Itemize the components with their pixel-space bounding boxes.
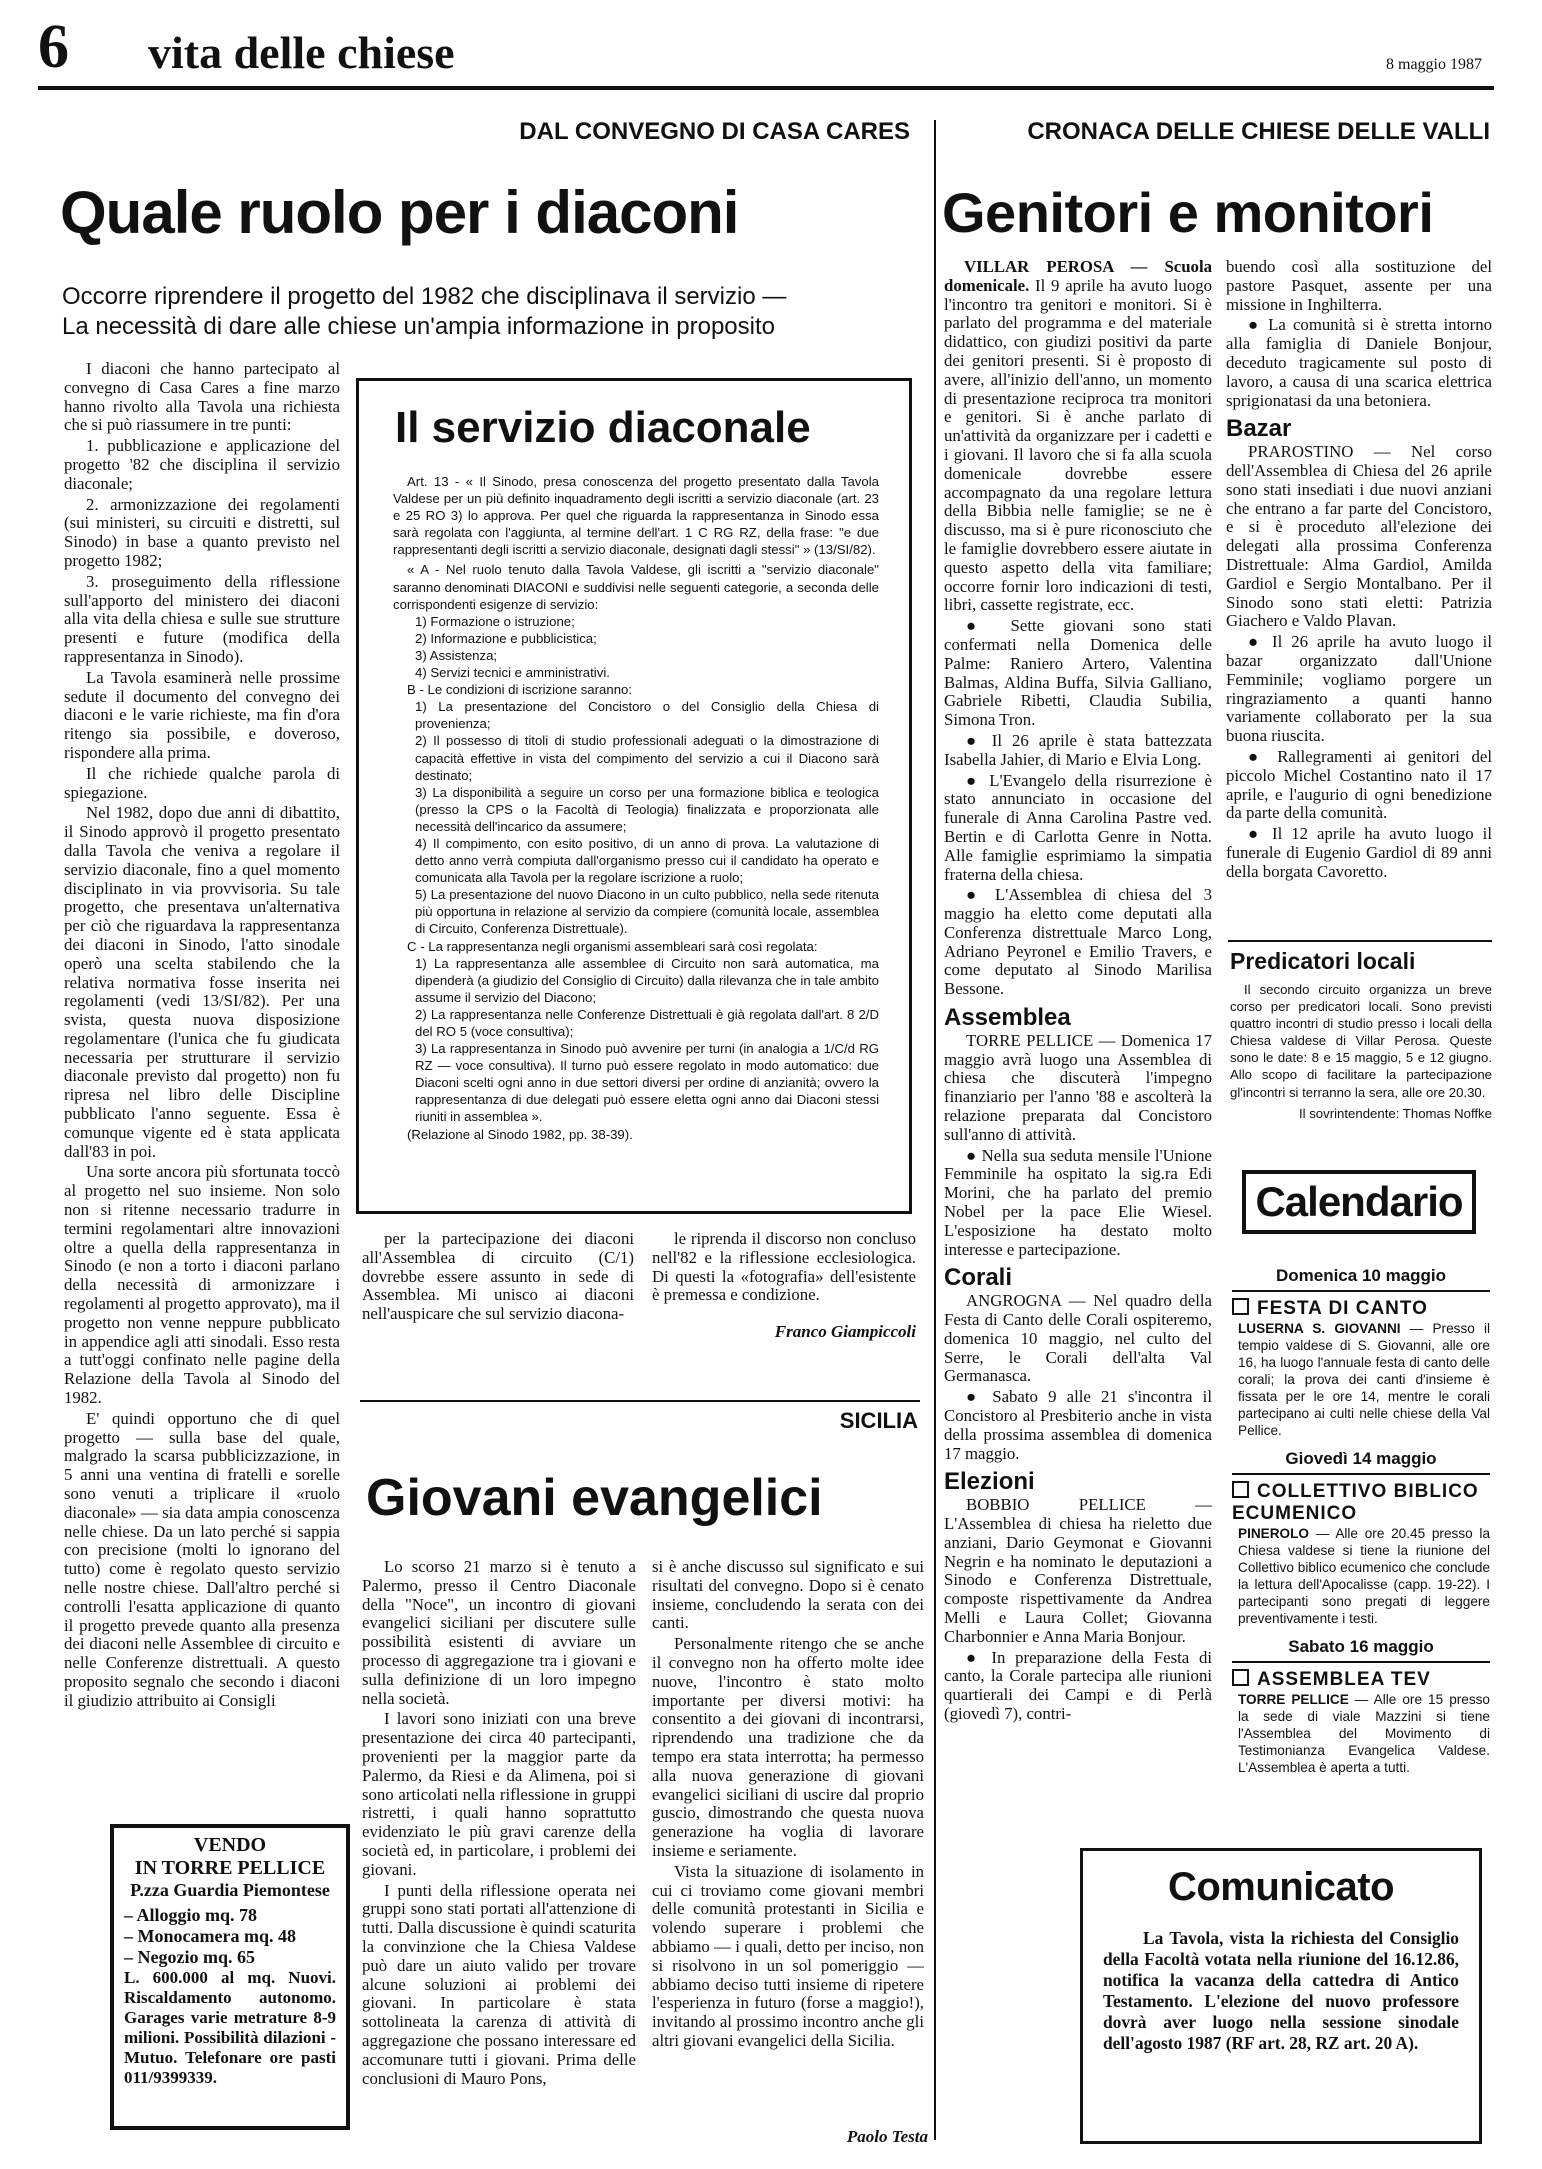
paragraph: si è anche discusso sul significato e sui risultati del convegno. Dopo si è cenato insieme, concludendo la serata con dei canti. bbox=[652, 1558, 924, 1633]
news-item: ● In preparazione della Festa di canto, la Corale partecipa alle riunioni quartierali dei Campi e di Perlà (giovedì 7), contri- bbox=[944, 1647, 1212, 1723]
news-lead: VILLAR PEROSA — Scuola domenicale. bbox=[944, 258, 1212, 295]
news-item bbox=[944, 886, 1212, 999]
paragraph: Lo scorso 21 marzo si è tenuto a Palermo, presso il Centro Diaconale della "Noce", un incontro di giovani evangelici siciliani per discutere sulle possibilità esistenti di avviare un processo di aggregazione tra i giovani e sulla definizione di un loro impegno nella società. bbox=[362, 1558, 636, 1708]
predicatori-section bbox=[1230, 948, 1492, 1122]
paragraph: I diaconi che hanno partecipato al convegno di Casa Cares a fine marzo hanno rivolto alla Tavola una richiesta che si può riassumere in tre punti: bbox=[64, 360, 340, 435]
box-paragraph: 3) La rappresentanza in Sinodo può avvenire per turni (in analogia a 1/C/d RG RZ — voce consultiva). Il turno può essere regolato in modo automatico: due Diaconi scelti ogni anno in due settori diversi per ordine di anzianità; ovvero la rappresentanza di due delegati può essere eletta ogni anno dai Diaconi stessi riuniti in assemblea ». bbox=[415, 1041, 879, 1125]
left-signature: Franco Giampiccoli bbox=[774, 1322, 916, 1341]
calendario-title: Calendario bbox=[1255, 1178, 1463, 1225]
news-bullet: ● bbox=[966, 730, 982, 750]
giovani-column-1 bbox=[362, 1558, 636, 2148]
calendar-rule bbox=[1232, 1473, 1490, 1475]
news-item bbox=[944, 772, 1212, 885]
box-paragraph: 3) La disponibilità a seguire un corso per una formazione biblica e teologica (presso la CPS o la Facoltà di Teologia) finalizzata e proporzionata alle necessità dell'incarico da assumere; bbox=[415, 784, 879, 834]
calendar-text: — Alle ore 20.45 presso la Chiesa valdese si tiene la riunione del Collettivo biblico ecumenico che conclude la lettura dell'Apocalisse (capp. 19-22). I partecipanti sono pregati di leggere preventivamente i testi. bbox=[1238, 1526, 1490, 1626]
news-text: L'Evangelo della risurrezione è stato annunciato in occasione del funerale di Anna Carolina Pastre ved. Bertin e di Carlotta Genre in Notta. Alle famiglie esprimiamo la simpatia fraterna della chiesa. bbox=[944, 770, 1212, 884]
calendar-rule bbox=[1232, 1661, 1490, 1663]
left-kicker: DAL CONVEGNO DI CASA CARES bbox=[519, 118, 910, 145]
box-paragraph: C - La rappresentanza negli organismi assembleari sarà così regolata: bbox=[407, 938, 818, 954]
ad-title: VENDO bbox=[193, 1834, 267, 1856]
servizio-diaconale-box bbox=[356, 378, 912, 1214]
box-paragraph: (Relazione al Sinodo 1982, pp. 38-39). bbox=[407, 1126, 633, 1142]
box-paragraph: 1) La presentazione del Concistoro o del Consiglio della Chiesa di provenienza; bbox=[415, 699, 879, 732]
box-paragraph: B - Le condizioni di iscrizione saranno: bbox=[407, 682, 633, 698]
giovani-signature: Paolo Testa bbox=[846, 2127, 928, 2146]
predicatori-rule bbox=[1228, 940, 1492, 942]
section-title: vita delle chiese bbox=[148, 27, 455, 78]
news-item: ● Rallegramenti ai genitori del piccolo Michel Costantino nato il 17 aprile, e l'augurio di ogni benedizione da parte della comunità. bbox=[1226, 746, 1492, 823]
comunicato-box bbox=[1080, 1848, 1482, 2144]
vendo-ad bbox=[110, 1824, 350, 2130]
calendar-event-title: COLLETTIVO BIBLICO ECUMENICO bbox=[1232, 1481, 1479, 1524]
box-paragraph: 2) La rappresentanza nelle Conferenze Distrettuali è già regolata dall'art. 8 2/D del RO 5 (voce consultiva); bbox=[415, 1006, 879, 1039]
calendar-rule bbox=[1232, 1290, 1490, 1292]
box-paragraph: Art. 13 - « Il Sinodo, presa conoscenza del progetto presentato dalla Tavola Valdese per un più definito inquadramento degli iscritti a servizio diaconale (art. 23 e 25 RO 3) lo approva. Per quel che riguarda la rappresentanza in Sinodo essa sarà regolata con l'aggiunta, al termine dell'art. 1 C RG RZ, della frase: "e due rappresentanti degli iscritti a servizio diaconale, designati dagli stessi" » (13/SI/82). bbox=[393, 474, 879, 558]
paragraph: Nel 1982, dopo due anni di dibattito, il Sinodo approvò il progetto presentato dalla Tavola che veniva a regolare il servizio diaconale, fino a quel momento disciplinato in via provvisoria. Su tale progetto, che presentava un'alternativa per ciò che riguardava la rappresentanza dei diaconi in Sinodo, l'atto sinodale operò una scelta stabilendo che la relativa normativa fosse inserita nei regolamenti (vedi 13/SI/82). Per una svista, questa nuova disposizione regolamentare (l'unica che fu giudicata necessaria per strutturare il servizio diaconale previsto dal progetto) non fu ripresa nel libro delle Discipline pubblicato l'anno seguente. Essa è comunque vigente ed è stata applicata dall'83 in poi. bbox=[64, 803, 340, 1161]
paragraph: Una sorte ancora più sfortunata toccò al progetto nel suo insieme. Non solo non si ritenne necessario tradurre in termini regolamentari altre innovazioni oltre a quella della rappresentanza in Sinodo (e non a torto i diaconi parlano della necessità di armonizzare i regolamenti al progetto approvato), ma il progetto non venne neppure pubblicato in appendice agli atti sinodali. Esso resta a tutt'oggi confinato nelle pagine della Relazione della Tavola al Sinodo del 1982. bbox=[64, 1162, 340, 1408]
paragraph: E' quindi opportuno che di quel progetto — sulla base del quale, malgrado la scarsa pubblicizzazione, in 5 anni una ventina di fratelli e sorelle sono venuti a triplicare il «ruolo diaconale» — sia data ampia conoscenza nelle chiese. Da un lato perché si sappia con precisione (molti lo ignorano del tutto) come è regolato questo servizio nelle nostre chiese. Dall'altro perché si controlli l'esatta applicazione di quanto il progetto prevede quanto alla presenza dei diaconi nelle Assemblee di circuito e nelle Conferenze distrettuali. A questo proposito segnalo che secondo i diaconi il giudizio attribuito ai Consigli bbox=[64, 1408, 340, 1710]
news-text: L'Assemblea di chiesa del 3 maggio ha eletto come deputati alla Conferenza distrettuale Marco Long, Adriano Peyronel e Emilio Travers, e come deputato al Sinodo Marilisa Bessone. bbox=[944, 885, 1212, 999]
masthead bbox=[38, 13, 1488, 88]
box-paragraph: 2) Informazione e pubblicistica; bbox=[415, 630, 597, 646]
left-column-3-end: le riprenda il discorso non concluso nell'82 e la riflessione ecclesiologica. Di questi la «fotografia» dell'esistente è premessa e condizione. bbox=[652, 1229, 916, 1305]
calendar-event-title: FESTA DI CANTO bbox=[1257, 1298, 1428, 1319]
assemblea-heading: Assemblea bbox=[944, 1004, 1071, 1032]
box-paragraph: 4) Il compimento, con esito positivo, di un anno di prova. La valutazione di detto anno verrà compiuta dall'organismo presso cui il candidato ha operato e comunicata alla Tavola per la regolare iscrizione a ruolo; bbox=[415, 835, 879, 886]
predicatori-signature: Il sovrintendente: Thomas Noffke bbox=[1298, 1105, 1492, 1121]
paragraph: 2. armonizzazione dei regolamenti (sui ministeri, su circuiti e distretti, sul Sinodo) in base a quanto previsto nel progetto 1982; bbox=[64, 494, 340, 570]
calendar-event-text bbox=[1232, 1691, 1490, 1776]
box-paragraph: « A - Nel ruolo tenuto dalla Tavola Valdese, gli iscritti a "servizio diaconale" saranno denominati DIACONI e suddivisi nelle seguenti categorie, a seconda delle corrispondenti esigenze di servizio: bbox=[393, 562, 879, 612]
news-text: Sette giovani sono stati confermati nella Domenica delle Palme: Raniero Artero, Valentina Balmas, Aldina Buffa, Silvia Galliano, Gabriele Ribetti, Claudia Subilia, Simona Tron. bbox=[944, 616, 1212, 730]
ad-details: L. 600.000 al mq. Nuovi. Riscaldamento autonomo. Garages varie metrature 8-9 milioni. Possibilità dilazioni - Mutuo. Telefonare ore pasti 011/9399339. bbox=[124, 1968, 336, 2087]
news-item: ● Nella sua seduta mensile l'Unione Femminile ha ospitato la sig.ra Edi Morini, che ha parlato del premio Nobel per la pace Elie Wiesel. L'esposizione ha destato molto interesse e partecipazione. bbox=[944, 1145, 1212, 1259]
elezioni-heading: Elezioni bbox=[944, 1468, 1035, 1496]
news-bullet: ● bbox=[966, 616, 992, 636]
paragraph: I lavori sono iniziati con una breve presentazione dei circa 40 partecipanti, provenienti per la maggior parte da Palermo, da Riesi e da Alimena, poi si sono articolati nella riflessione in gruppi ristretti, i quali hanno soprattutto evidenziato le più gravi carenze della società ed, in particolare, i problemi dei giovani. bbox=[362, 1709, 636, 1879]
box-paragraph: 1) La rappresentanza alle assemblee di Circuito non sarà automatica, ma dipenderà (a giudizio del Consiglio di Circuito) dalla rilevanza che in tale ambito assume il servizio del Diacono; bbox=[415, 955, 879, 1005]
comunicato-title: Comunicato bbox=[1167, 1865, 1395, 1909]
right-headline: Genitori e monitori bbox=[942, 181, 1434, 244]
news-item: TORRE PELLICE — Domenica 17 maggio avrà luogo una Assemblea di chiesa che discuterà l'impegno finanziario per l'anno '88 e ascolterà la relazione preparata dal Concistoro sull'anno di attività. bbox=[944, 1030, 1212, 1144]
bazar-heading: Bazar bbox=[1226, 415, 1292, 443]
news-item: BOBBIO PELLICE — L'Assemblea di chiesa ha rieletto due anziani, Dario Geymonat e Giovanni Negrin e ha nominato le deputazioni a Sinodo e Conferenza Distrettuale, composte rispettivamente da Andrea Melli e Laura Collet; Giovanna Charbonnier e Anna Maria Bonjour. bbox=[944, 1495, 1212, 1646]
box-paragraph: 5) La presentazione del nuovo Diacono in un culto pubblico, nella sede ritenuta più opportuna in relazione al servizio da compiere (comunità locale, assemblea di Circuito, Conferenza Distrettuale). bbox=[415, 887, 879, 937]
ad-item: – Alloggio mq. 78 bbox=[124, 1905, 258, 1925]
box-title: Il servizio diaconale bbox=[395, 403, 811, 452]
comunicato-text: La Tavola, vista la richiesta del Consiglio della Facoltà votata nella riunione del 16.12.86, notifica la vacanza della cattedra di Antico Testamento. L'elezione del nuovo professore dovrà aver luogo nella sessione sinodale dell'agosto 1987 (RF art. 28, RZ art. 20 A). bbox=[1103, 1928, 1459, 2053]
news-item bbox=[944, 258, 1212, 615]
news-text: Il 26 aprile è stata battezzata Isabella Jahier, di Mario e Elvia Long. bbox=[944, 730, 1212, 769]
calendario-list bbox=[1232, 1266, 1490, 1776]
ad-location: IN TORRE PELLICE bbox=[134, 1857, 326, 1879]
calendar-place: TORRE PELLICE bbox=[1238, 1692, 1349, 1707]
left-headline: Quale ruolo per i diaconi bbox=[60, 179, 739, 246]
ad-street: P.zza Guardia Piemontese bbox=[130, 1880, 330, 1900]
left-column-1 bbox=[64, 360, 340, 1825]
box-text bbox=[393, 473, 879, 1193]
ad-item: – Negozio mq. 65 bbox=[124, 1947, 255, 1967]
right-kicker: CRONACA DELLE CHIESE DELLE VALLI bbox=[1027, 118, 1490, 145]
news-item: ● La comunità si è stretta intorno alla famiglia di Daniele Bonjour, deceduto tragicamente sul posto di lavoro, a causa di una scarica elettrica sprigionatasi da una betoniera. bbox=[1226, 315, 1492, 410]
calendar-event bbox=[1232, 1481, 1490, 1525]
giovani-kicker: SICILIA bbox=[839, 1408, 918, 1433]
giovani-column-2 bbox=[652, 1558, 924, 2128]
corali-heading: Corali bbox=[944, 1264, 1013, 1292]
news-item bbox=[944, 617, 1212, 730]
paragraph: Personalmente ritengo che se anche il convegno non ha offerto molte idee nuove, l'incontro è stato molto importante per diversi motivi: ha consentito a dei giovani di incontrarsi, riprendendo una tradizione che da tempo era stata interrotta; ha permesso alla nuova generazione di giovani evangelici siciliani di uscire dal proprio guscio, dimostrando che questa nuova generazione ha voglia di lavorare insieme e seriamente. bbox=[652, 1634, 924, 1860]
giovani-rule bbox=[360, 1400, 920, 1402]
box-paragraph: 3) Assistenza; bbox=[415, 647, 498, 663]
page-number: 6 bbox=[38, 13, 69, 81]
calendar-event-text bbox=[1232, 1525, 1490, 1627]
box-paragraph: 1) Formazione o istruzione; bbox=[415, 613, 575, 629]
ad-item: – Monocamera mq. 48 bbox=[124, 1926, 296, 1946]
predicatori-heading: Predicatori locali bbox=[1230, 948, 1416, 974]
issue-date: 8 maggio 1987 bbox=[1386, 56, 1482, 73]
left-subhead-1: Occorre riprendere il progetto del 1982 che disciplinava il servizio — bbox=[62, 283, 787, 310]
checkbox-icon bbox=[1232, 1298, 1249, 1315]
calendar-day: Giovedì 14 maggio bbox=[1285, 1449, 1437, 1468]
news-item: buendo così alla sostituzione del pastore Pasquet, assente per una missione in Inghilterra. bbox=[1226, 258, 1492, 314]
left-subhead-2: La necessità di dare alle chiese un'ampia informazione in proposito bbox=[62, 313, 776, 340]
news-item: ANGROGNA — Nel quadro della Festa di Canto delle Corali ospiteremo, domenica 10 maggio, nel culto del Serre, le Corali dell'alta Val Germanasca. bbox=[944, 1291, 1212, 1386]
giovani-headline: Giovani evangelici bbox=[366, 1469, 823, 1527]
box-paragraph: 2) Il possesso di titoli di studio professionali adeguati o la dimostrazione di capacità effettive in vista del compimento del servizio a cui il Diacono sarà destinato; bbox=[415, 733, 879, 783]
calendar-event-text bbox=[1232, 1320, 1490, 1439]
news-item: ● Il 12 aprile ha avuto luogo il funerale di Eugenio Gardiol di 89 anni della borgata Cavoretto. bbox=[1226, 824, 1492, 881]
column-divider bbox=[934, 120, 936, 2140]
box-paragraph: 4) Servizi tecnici e amministrativi. bbox=[415, 665, 610, 681]
masthead-rule bbox=[38, 86, 1494, 90]
calendar-day: Sabato 16 maggio bbox=[1288, 1637, 1434, 1656]
calendar-place: LUSERNA S. GIOVANNI bbox=[1238, 1321, 1401, 1336]
left-column-2-end: per la partecipazione dei diaconi all'Assemblea di circuito (C/1) dovrebbe essere assunto in sede di Assemblea. Mi unisco ai diaconi nell'auspicare che sul servizio diacona- bbox=[362, 1229, 634, 1324]
calendar-day: Domenica 10 maggio bbox=[1275, 1266, 1447, 1285]
calendario-title-box bbox=[1242, 1170, 1476, 1234]
calendar-event bbox=[1232, 1669, 1490, 1691]
news-text: Il 9 aprile ha avuto luogo l'incontro tra genitori e monitori. Si è parlato del programma e del materiale didattico, con giudizi positivi da parte dei genitori presenti. Si è proposto di avere, all'inizio dell'anno, un momento di presentazione reciproca tra monitori e genitori. Si è anche parlato di un'attività da organizzare per i cadetti e i giovani. Il lavoro che si fa alla scuola domenicale dovrebbe essere accompagnato da una regolare lettura della Bibbia nelle famiglie; se ne è discusso, ma si è pure riconosciuto che le famiglie dovrebbero essere aiutate in questo aspetto della vita familiare; occorre fornir loro indicazioni di testi, libri, cassette registrate, ecc. bbox=[944, 275, 1212, 615]
paragraph: Vista la situazione di isolamento in cui ci troviamo come giovani membri delle comunità protestanti in Sicilia e volendo superare i problemi che abbiamo — i quali, detto per inciso, non si risolvono in un sol pomeriggio — abbiamo deciso tutti insieme di ripetere l'esperienza in futuro (forse a maggio!), invitando al prossimo incontro anche gli altri giovani evangelici della Sicilia. bbox=[652, 1861, 924, 2050]
calendar-text: — Alle ore 15 presso la sede di viale Mazzini si tiene l'Assemblea del Movimento di Testimonianza Evangelica Valdese. L'Assemblea è aperta a tutti. bbox=[1238, 1692, 1490, 1775]
checkbox-icon bbox=[1232, 1669, 1249, 1686]
predicatori-text: Il secondo circuito organizza un breve corso per predicatori locali. Sono previsti quattro incontri di studio presso i locali della Chiesa valdese di Villar Perosa. Queste sono le date: 8 e 15 maggio, 5 e 12 giugno. Allo scopo di facilitare la partecipazione gl'incontri si terranno la sera, alle ore 20.30. bbox=[1230, 982, 1492, 1100]
calendar-place: PINEROLO bbox=[1238, 1526, 1309, 1541]
paragraph: 3. proseguimento della riflessione sull'apporto del ministero dei diaconi alla vita della chiesa e sulle sue strutture presenti e future (modifica della rappresentanza in Sinodo). bbox=[64, 571, 340, 666]
paragraph: 1. pubblicazione e applicazione del progetto '82 che disciplina il servizio diaconale; bbox=[64, 436, 340, 493]
calendar-text: — Presso il tempio valdese di S. Giovanni, alle ore 16, ha luogo l'annuale festa di canto delle corali; la prova dei canti d'insieme è fissata per le ore 14, mentre le corali partecipano ai culti nelle chiese della Val Pellice. bbox=[1238, 1321, 1490, 1438]
paragraph: Il che richiede qualche parola di spiegazione. bbox=[64, 763, 340, 802]
checkbox-icon bbox=[1232, 1481, 1249, 1498]
news-item bbox=[944, 732, 1212, 770]
calendar-event bbox=[1232, 1298, 1490, 1320]
news-item: ● Il 26 aprile ha avuto luogo il bazar organizzato dall'Unione Femminile; vogliamo porgere un ringraziamento a quanti hanno variamente collaborato per la sua buona riuscita. bbox=[1226, 632, 1492, 746]
right-column-b bbox=[1226, 258, 1492, 958]
news-bullet: ● bbox=[966, 770, 981, 790]
news-bullet: ● bbox=[966, 885, 984, 905]
news-item: PRAROSTINO — Nel corso dell'Assemblea di Chiesa del 26 aprile sono stati insediati i due nuovi anziani che entrano a far parte del Concistoro, e si è proceduto all'elezione dei delegati alla prossima Conferenza Distrettuale: Alma Gardiol, Amilda Gardiol e Sergio Montalbano. Per il Sinodo sono stati eletti: Patrizia Giachero e Valdo Plavan. bbox=[1226, 442, 1492, 631]
paragraph: La Tavola esaminerà nelle prossime sedute il documento del convegno dei diaconi e le varie richieste, ma fin d'ora ritengo sia possibile, e doveroso, rispondere alla prima. bbox=[64, 667, 340, 762]
paragraph: I punti della riflessione operata nei gruppi sono stati portati all'attenzione di tutti. Dalla discussione è quindi scaturita la convinzione che la Chiesa Valdese può dare un aiuto valido per trovare alcune soluzioni ai problemi dei giovani. In particolare è stata sottolineata la carenza di attività di aggregazione che possano interessare ed accomunare tutti i giovani. Prima delle conclusioni di Mauro Pons, bbox=[362, 1880, 636, 2088]
news-item: ● Sabato 9 alle 21 s'incontra il Concistoro al Presbiterio anche in vista della prossima assemblea di domenica 17 maggio. bbox=[944, 1387, 1212, 1463]
calendar-event-title: ASSEMBLEA TEV bbox=[1257, 1669, 1431, 1690]
